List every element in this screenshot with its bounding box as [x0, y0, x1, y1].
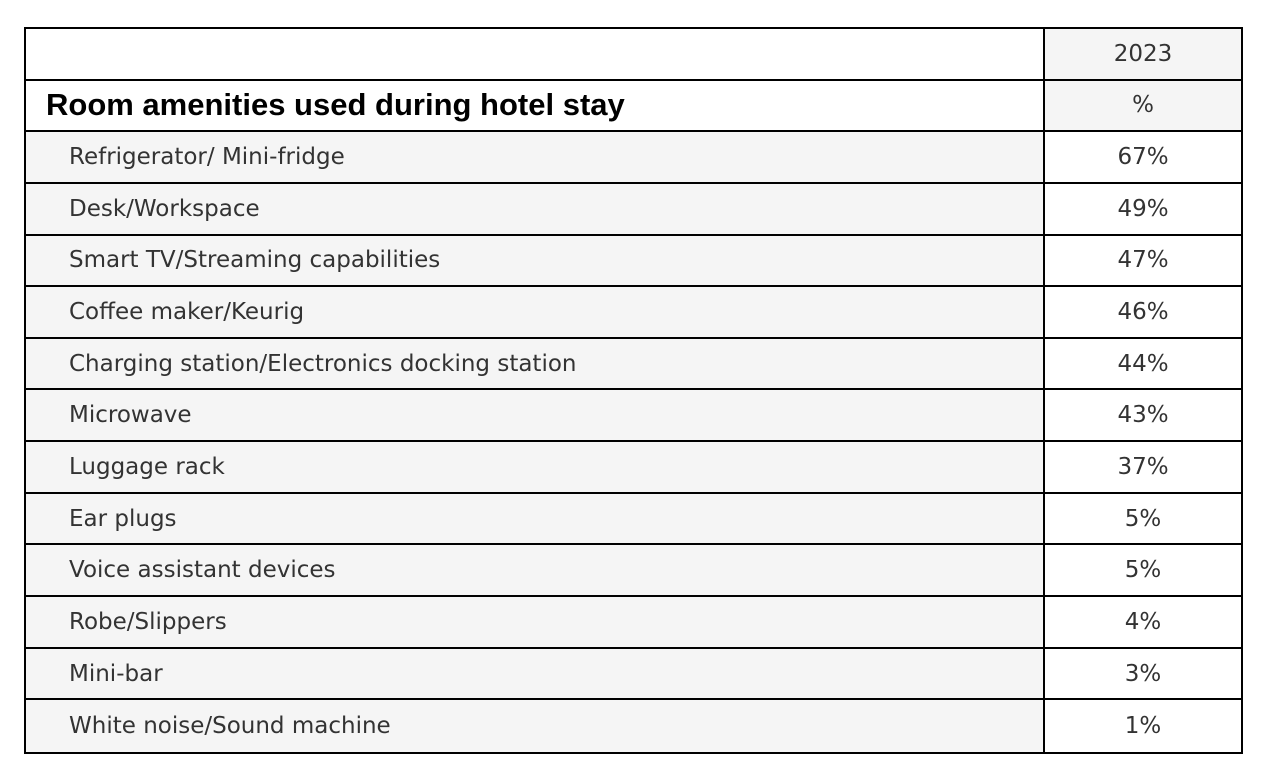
- row-value: 4%: [1045, 597, 1241, 649]
- row-value: 44%: [1045, 339, 1241, 391]
- row-value: 37%: [1045, 442, 1241, 494]
- row-label: Refrigerator/ Mini-fridge: [26, 132, 1045, 184]
- row-value: 1%: [1045, 700, 1241, 752]
- row-label: Mini-bar: [26, 649, 1045, 701]
- row-value: 47%: [1045, 236, 1241, 288]
- row-label: White noise/Sound machine: [26, 700, 1045, 752]
- row-value: 67%: [1045, 132, 1241, 184]
- row-label: Charging station/Electronics docking station: [26, 339, 1045, 391]
- row-label: Microwave: [26, 390, 1045, 442]
- amenities-table: [24, 27, 1243, 754]
- unit-header: %: [1045, 81, 1241, 133]
- header-blank-cell: [26, 29, 1045, 81]
- row-label: Smart TV/Streaming capabilities: [26, 236, 1045, 288]
- row-label: Voice assistant devices: [26, 545, 1045, 597]
- row-label: Ear plugs: [26, 494, 1045, 546]
- row-label: Robe/Slippers: [26, 597, 1045, 649]
- row-value: 49%: [1045, 184, 1241, 236]
- row-value: 3%: [1045, 649, 1241, 701]
- row-value: 43%: [1045, 390, 1241, 442]
- row-value: 5%: [1045, 545, 1241, 597]
- row-label: Desk/Workspace: [26, 184, 1045, 236]
- table-title: Room amenities used during hotel stay: [26, 81, 1045, 133]
- row-value: 5%: [1045, 494, 1241, 546]
- row-label: Luggage rack: [26, 442, 1045, 494]
- row-label: Coffee maker/Keurig: [26, 287, 1045, 339]
- year-header: 2023: [1045, 29, 1241, 81]
- row-value: 46%: [1045, 287, 1241, 339]
